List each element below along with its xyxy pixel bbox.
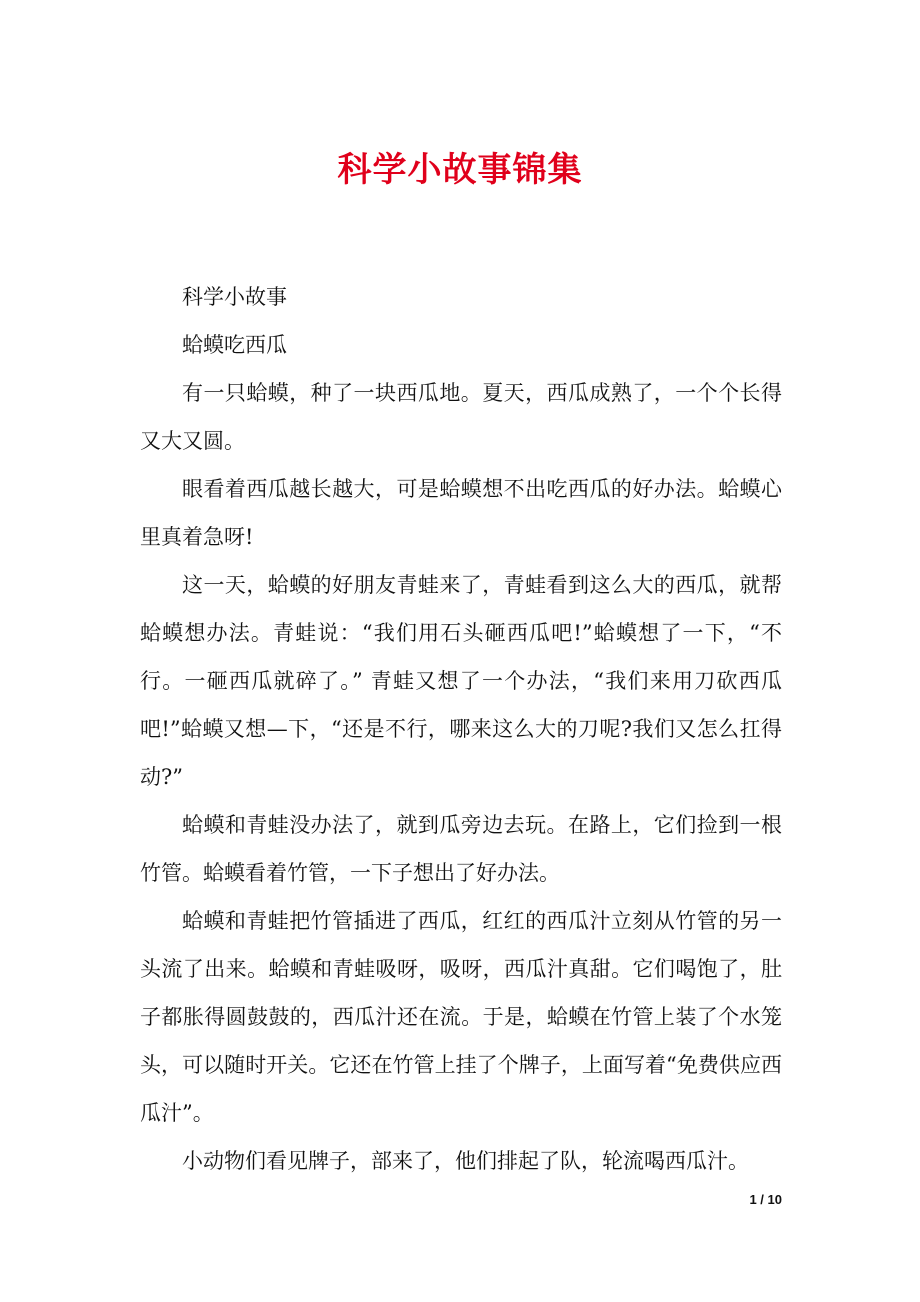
page-number: 1 / 10 <box>749 1192 782 1207</box>
paragraph: 蛤蟆和青蛙没办法了，就到瓜旁边去玩。在路上，它们捡到一根竹管。蛤蟆看着竹管，一下子想出了好办法。 <box>140 813 782 885</box>
paragraph: 这一天，蛤蟆的好朋友青蛙来了，青蛙看到这么大的西瓜，就帮蛤蟆想办法。青蛙说：“我们用石头砸西瓜吧!”蛤蟆想了一下，“不行。一砸西瓜就碎了。” 青蛙又想了一个办法，“我们来用刀砍西瓜吧!”蛤蟆又想—下，“还是不行，哪来这么大的刀呢?我们又怎么扛得动?” <box>140 573 782 789</box>
document-body <box>140 273 782 1185</box>
paragraph: 蛤蟆和青蛙把竹管插进了西瓜，红红的西瓜汁立刻从竹管的另一头流了出来。蛤蟆和青蛙吸呀，吸呀，西瓜汁真甜。它们喝饱了，肚子都胀得圆鼓鼓的，西瓜汁还在流。于是，蛤蟆在竹管上装了个水笼头，可以随时开关。它还在竹管上挂了个牌子，上面写着“免费供应西瓜汁”。 <box>140 909 782 1125</box>
paragraph: 科学小故事 <box>182 285 287 309</box>
paragraph: 眼看着西瓜越长越大，可是蛤蟆想不出吃西瓜的好办法。蛤蟆心里真着急呀! <box>140 477 782 549</box>
document-title: 科学小故事锦集 <box>337 150 583 190</box>
paragraph: 有一只蛤蟆，种了一块西瓜地。夏天，西瓜成熟了，一个个长得又大又圆。 <box>140 381 782 453</box>
paragraph: 蛤蟆吃西瓜 <box>182 333 287 357</box>
paragraph: 小动物们看见牌子，部来了，他们排起了队，轮流喝西瓜汁。 <box>182 1149 749 1173</box>
